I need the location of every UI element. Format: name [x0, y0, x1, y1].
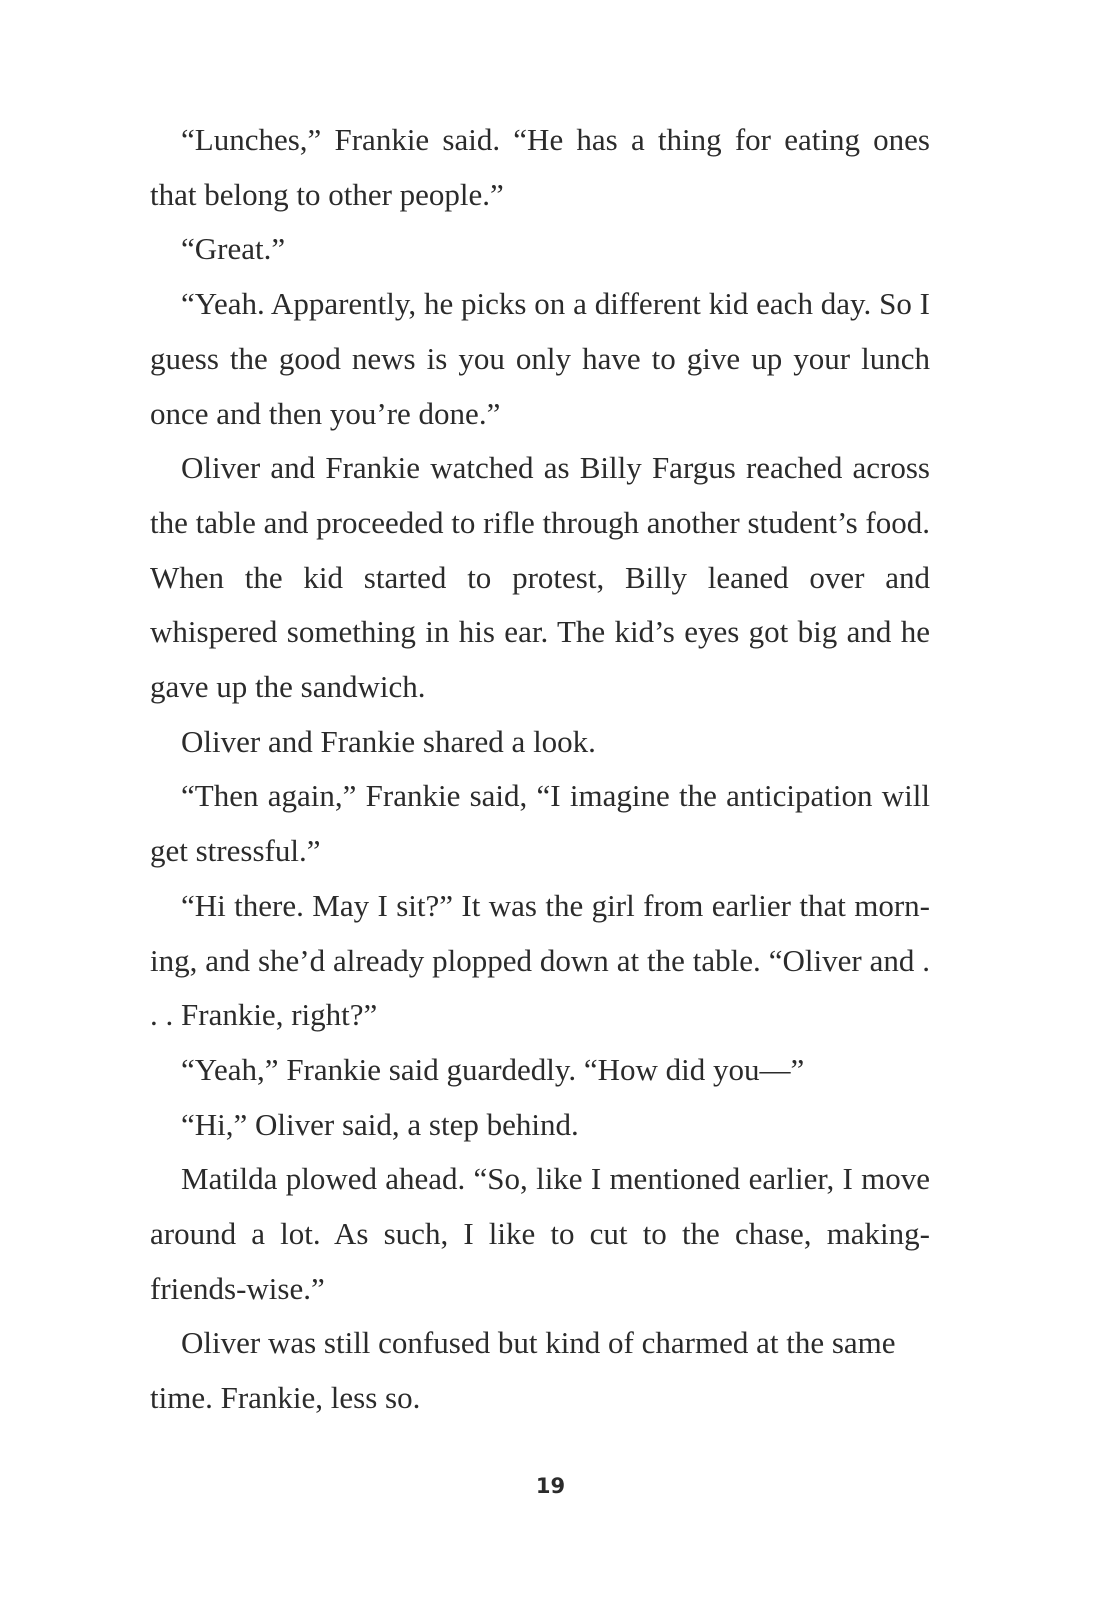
paragraph: “Yeah. Apparently, he picks on a different kid each day. So I guess the good news is you only have to give up your lunch once and then you’re done.”: [150, 286, 930, 431]
paragraph: Oliver was still confused but kind of charmed at the same time. Frankie, less so.: [150, 1325, 896, 1416]
paragraph: “Hi there. May I sit?” It was the girl from earlier that morning, and she’d already plopped down at the table. “Oliver and . . . Frankie, right?”: [150, 887, 930, 1033]
paragraph: Oliver and Frankie watched as Billy Fargus reached across the table and proceeded to rifle through another student’s food. When the kid started to protest, Billy leaned over and whispered something in his ear. The kid’s eyes got big and he gave up the sandwich.: [150, 450, 930, 705]
paragraph: “Yeah,” Frankie said guardedly. “How did you—”: [181, 1051, 805, 1087]
paragraph: Oliver and Frankie shared a look.: [181, 723, 596, 759]
paragraph: “Lunches,” Frankie said. “He has a thing for eating ones that belong to other people.”: [150, 122, 930, 212]
paragraph: “Hi,” Oliver said, a step behind.: [181, 1106, 579, 1142]
paragraph: “Then again,” Frankie said, “I imagine the anticipation will get stressful.”: [150, 778, 930, 869]
body-text: [150, 113, 930, 1426]
paragraph: Matilda plowed ahead. “So, like I mentioned earlier, I move around a lot. As such, I like to cut to the chase, making-friends-wise.”: [150, 1161, 930, 1306]
page-number: 19: [535, 1474, 566, 1498]
paragraph: “Great.”: [181, 231, 286, 267]
